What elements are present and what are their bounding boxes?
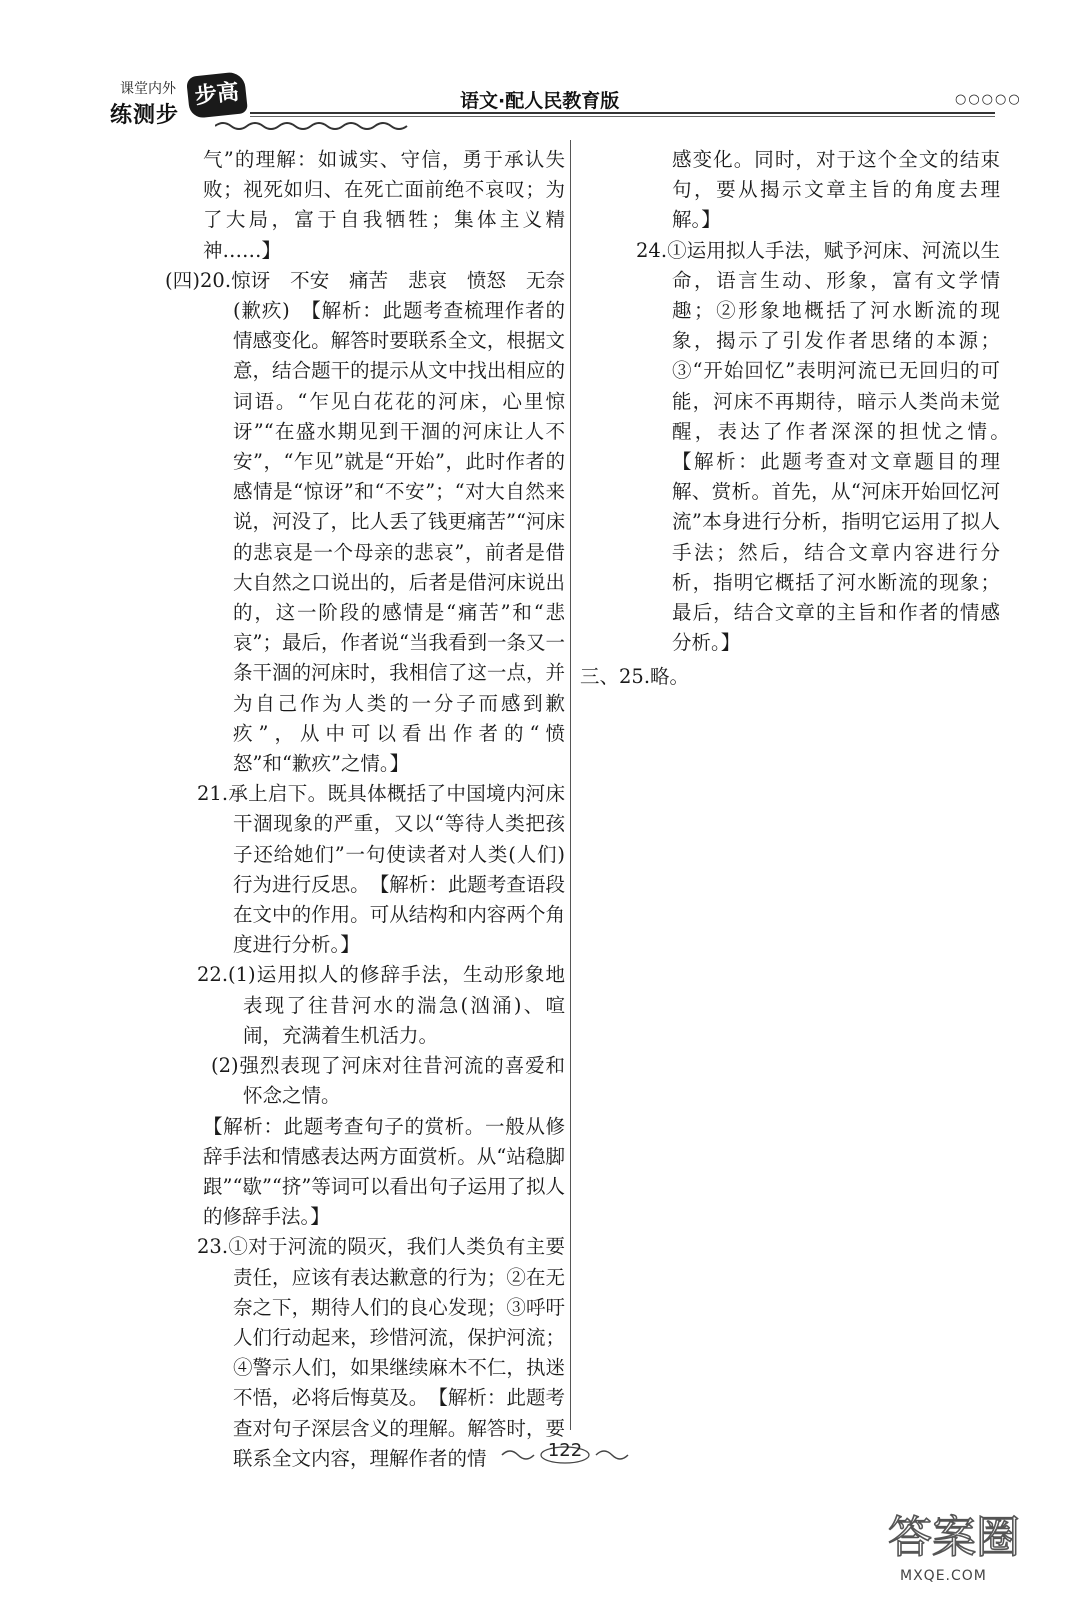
wave-decoration-icon [215, 120, 415, 132]
brand-small-text: 课堂内外 [120, 81, 176, 97]
page-header [0, 0, 1070, 130]
header-rule [250, 112, 995, 114]
subject-title: 语文·配人民教育版 [460, 90, 620, 112]
answer-23-continued: 感变化。同时，对于这个全文的结束句，要从揭示文章主旨的角度去理解。】 [672, 148, 1000, 232]
brand-logo: 步高 [186, 71, 248, 119]
answer-24: 24.①运用拟人手法，赋予河床、河流以生命，语言生动、形象，富有文学情趣；②形象地概括了河水断流的现象，揭示了引发作者思绪的本源；③“开始回忆”表明河流已无回归的可能，河床不再期待，暗示人类尚未觉醒，表达了作者深深的担忧之情。 【解析：此题考查对文章题目的理解、赏析。首先，从“河床开始回忆河流”本身进行分析，指明它运用了拟人手法；然后，结合文章内容进行分析，指明它概括了河水断流的现象；最后，结合文章的主旨和作者的情感分析。】 [636, 238, 1020, 655]
answer-25: 三、25.略。 [580, 665, 690, 689]
header-rule-thin [250, 116, 995, 117]
answer-20: (四)20.惊讶 不安 痛苦 悲哀 愤怒 无奈(歉疚) 【解析：此题考查梳理作者的情感变化。解答时要联系全文，根据文意，结合题干的提示从文中找出相应的词语。“乍见白花花的河床，心里惊讶”“在盛水期见到干涸的河床让人不安”，“乍见”就是“开始”，此时作者的感情是“惊讶”和“不安”；“对大自然来说，河没了，比人丢了钱更痛苦”“河床的悲哀是一个母亲的悲哀”，前者是借大自然之口说出的，后者是借河床说出的，这一阶段的感情是“痛苦”和“悲哀”；最后，作者说“当我看到一条又一条干涸的河床时，我相信了这一点，并为自己作为人类的一分子而感到歉疚”，从中可以看出作者的“愤怒”和“歉疚”之情。】 [165, 268, 565, 776]
column-divider [570, 140, 571, 1430]
answer-22-analysis: 【解析：此题考查句子的赏析。一般从修辞手法和情感表达两方面赏析。从“站稳脚跟”“歇”“挤”等词可以看出句子运用了拟人的修辞手法。】 [203, 1114, 565, 1229]
watermark-text: MXQE.COM [900, 1568, 987, 1584]
brand-main-text: 练测步 [110, 103, 180, 128]
answer-22-part2: (2)强烈表现了河床对往昔河流的喜爱和怀念之情。 [211, 1054, 565, 1108]
left-column [165, 145, 565, 1474]
answer-22-part1: 22.(1)运用拟人的修辞手法，生动形象地表现了往昔河水的湍急(汹涌)、喧闹，充满着生机活力。 [197, 963, 565, 1047]
page-number: 122 [547, 1440, 583, 1461]
header-dots: ○○○○○ [955, 92, 1022, 107]
right-column [580, 145, 1020, 693]
watermark-cn-text: 答案圈 [888, 1512, 1020, 1563]
answer-21: 21.承上启下。既具体概括了中国境内河床干涸现象的严重，又以“等待人类把孩子还给她们”一句使读者对人类(人们)行为进行反思。 【解析：此题考查语段在文中的作用。可从结构和内容两个角度进行分析。】 [197, 782, 565, 957]
answer-23: 23.①对于河流的陨灭，我们人类负有主要责任，应该有表达歉意的行为；②在无奈之下，期待人们的良心发现；③呼吁人们行动起来，珍惜河流，保护河流；④警示人们，如果继续麻木不仁，执迷不悟，必将后悔莫及。 【解析：此题考查对句子深层含义的理解。解答时，要联系全文内容，理解作者的情 [197, 1235, 565, 1470]
answer-19-continued: 气”的理解：如诚实、守信，勇于承认失败；视死如归、在死亡面前绝不哀叹；为了大局，富于自我牺牲；集体主义精神……】 [203, 148, 565, 262]
